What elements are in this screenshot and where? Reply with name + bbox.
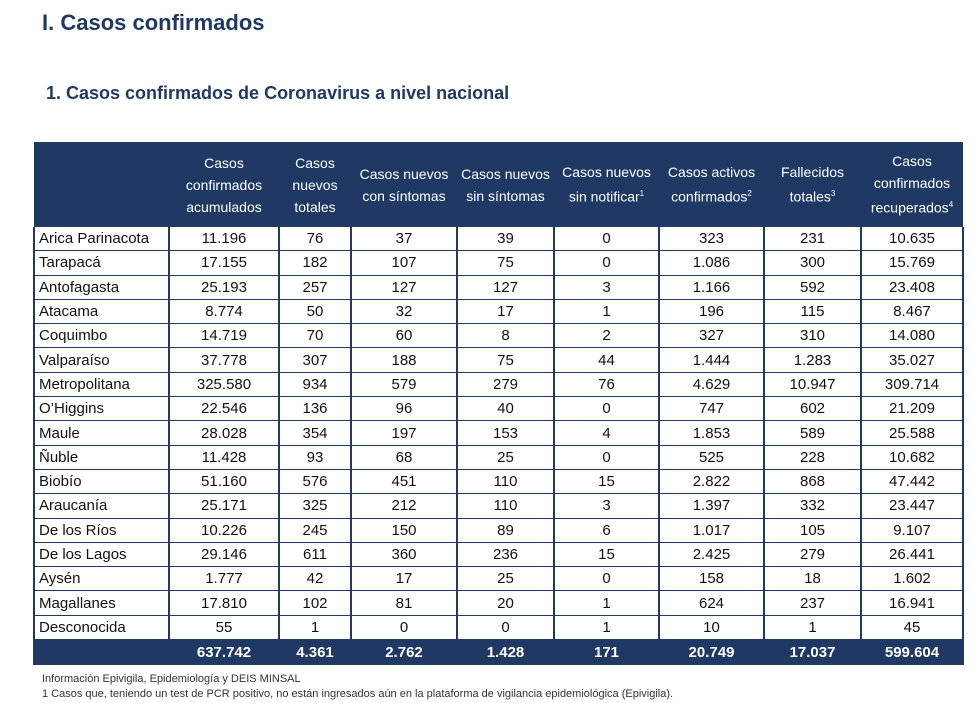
cell-value: 0 xyxy=(351,615,457,639)
table-row xyxy=(34,372,963,396)
table-row xyxy=(34,227,963,251)
cell-value: 300 xyxy=(764,251,861,275)
cell-value: 17 xyxy=(351,567,457,591)
cell-value: 0 xyxy=(554,445,659,469)
table-row xyxy=(34,275,963,299)
cell-value: 29.146 xyxy=(169,542,279,566)
region-name: Valparaíso xyxy=(34,348,169,372)
cell-value: 236 xyxy=(457,542,554,566)
cell-value: 35.027 xyxy=(861,348,963,372)
region-name: Coquimbo xyxy=(34,324,169,348)
cell-value: 1.602 xyxy=(861,567,963,591)
cell-value: 10 xyxy=(659,615,764,639)
cell-value: 309.714 xyxy=(861,372,963,396)
cell-value: 1 xyxy=(554,615,659,639)
cell-value: 8 xyxy=(457,324,554,348)
cell-value: 40 xyxy=(457,397,554,421)
cell-value: 212 xyxy=(351,494,457,518)
cell-value: 196 xyxy=(659,299,764,323)
cell-value: 0 xyxy=(554,251,659,275)
table-row xyxy=(34,494,963,518)
cell-value: 37.778 xyxy=(169,348,279,372)
cell-value: 451 xyxy=(351,469,457,493)
cell-value: 2.822 xyxy=(659,469,764,493)
cell-value: 50 xyxy=(279,299,351,323)
cell-value: 934 xyxy=(279,372,351,396)
cell-value: 150 xyxy=(351,518,457,542)
cell-value: 89 xyxy=(457,518,554,542)
table-row xyxy=(34,251,963,275)
cell-value: 10.682 xyxy=(861,445,963,469)
cell-value: 354 xyxy=(279,421,351,445)
region-name: Ñuble xyxy=(34,445,169,469)
total-value: 1.428 xyxy=(457,640,554,665)
cell-value: 579 xyxy=(351,372,457,396)
cell-value: 592 xyxy=(764,275,861,299)
table-row xyxy=(34,324,963,348)
cell-value: 602 xyxy=(764,397,861,421)
cell-value: 23.408 xyxy=(861,275,963,299)
cell-value: 15 xyxy=(554,469,659,493)
cell-value: 197 xyxy=(351,421,457,445)
cell-value: 279 xyxy=(457,372,554,396)
cell-value: 323 xyxy=(659,227,764,251)
table-row xyxy=(34,615,963,639)
cell-value: 310 xyxy=(764,324,861,348)
total-value: 17.037 xyxy=(764,640,861,665)
cell-value: 25 xyxy=(457,445,554,469)
cell-value: 51.160 xyxy=(169,469,279,493)
totals-label xyxy=(34,640,169,665)
cell-value: 17.155 xyxy=(169,251,279,275)
region-name: De los Lagos xyxy=(34,542,169,566)
total-value: 2.762 xyxy=(351,640,457,665)
cell-value: 228 xyxy=(764,445,861,469)
cell-value: 23.447 xyxy=(861,494,963,518)
region-name: Tarapacá xyxy=(34,251,169,275)
cases-table xyxy=(33,142,964,665)
cell-value: 127 xyxy=(351,275,457,299)
cell-value: 28.028 xyxy=(169,421,279,445)
cell-value: 1.777 xyxy=(169,567,279,591)
totals-row xyxy=(34,640,963,665)
cell-value: 0 xyxy=(554,227,659,251)
cell-value: 1.086 xyxy=(659,251,764,275)
cell-value: 105 xyxy=(764,518,861,542)
table-row xyxy=(34,397,963,421)
total-value: 171 xyxy=(554,640,659,665)
cell-value: 136 xyxy=(279,397,351,421)
cell-value: 10.226 xyxy=(169,518,279,542)
cell-value: 158 xyxy=(659,567,764,591)
cell-value: 93 xyxy=(279,445,351,469)
cell-value: 0 xyxy=(554,567,659,591)
cell-value: 17 xyxy=(457,299,554,323)
table-row xyxy=(34,567,963,591)
cell-value: 1.166 xyxy=(659,275,764,299)
cell-value: 10.947 xyxy=(764,372,861,396)
cell-value: 110 xyxy=(457,494,554,518)
header-col-3: Casos nuevos con síntomas xyxy=(351,142,457,227)
cell-value: 327 xyxy=(659,324,764,348)
region-name: Atacama xyxy=(34,299,169,323)
cell-value: 22.546 xyxy=(169,397,279,421)
cell-value: 624 xyxy=(659,591,764,615)
cell-value: 11.196 xyxy=(169,227,279,251)
cell-value: 576 xyxy=(279,469,351,493)
region-name: Magallanes xyxy=(34,591,169,615)
cell-value: 16.941 xyxy=(861,591,963,615)
cell-value: 1 xyxy=(554,299,659,323)
region-name: Maule xyxy=(34,421,169,445)
cell-value: 868 xyxy=(764,469,861,493)
header-col-1: Casos confirmados acumulados xyxy=(169,142,279,227)
cell-value: 1.283 xyxy=(764,348,861,372)
cell-value: 68 xyxy=(351,445,457,469)
cell-value: 589 xyxy=(764,421,861,445)
region-name: Antofagasta xyxy=(34,275,169,299)
region-name: Biobío xyxy=(34,469,169,493)
cell-value: 0 xyxy=(554,397,659,421)
cell-value: 21.209 xyxy=(861,397,963,421)
header-row xyxy=(34,142,963,227)
cell-value: 1 xyxy=(554,591,659,615)
cell-value: 188 xyxy=(351,348,457,372)
cell-value: 102 xyxy=(279,591,351,615)
header-col-4: Casos nuevos sin síntomas xyxy=(457,142,554,227)
cell-value: 2.425 xyxy=(659,542,764,566)
cell-value: 75 xyxy=(457,251,554,275)
cell-value: 110 xyxy=(457,469,554,493)
cell-value: 47.442 xyxy=(861,469,963,493)
cell-value: 32 xyxy=(351,299,457,323)
cell-value: 76 xyxy=(554,372,659,396)
header-col-5: Casos nuevos sin notificar$^1$ xyxy=(554,142,659,227)
cell-value: 15 xyxy=(554,542,659,566)
table-subtitle: 1. Casos confirmados de Coronavirus a nivel nacional xyxy=(46,83,510,103)
footnote-source: Información Epivigila, Epidemiología y DEIS MINSAL xyxy=(42,673,301,685)
cell-value: 26.441 xyxy=(861,542,963,566)
cell-value: 9.107 xyxy=(861,518,963,542)
cell-value: 37 xyxy=(351,227,457,251)
header-col-6: Casos activos confirmados$^2$ xyxy=(659,142,764,227)
footnote-1: 1 Casos que, teniendo un test de PCR positivo, no están ingresados aún en la plataforma de vigilancia epidemiológica (Epivigila). xyxy=(42,688,674,700)
cell-value: 1.444 xyxy=(659,348,764,372)
total-value: 20.749 xyxy=(659,640,764,665)
header-region xyxy=(34,142,169,227)
cell-value: 20 xyxy=(457,591,554,615)
cell-value: 1.397 xyxy=(659,494,764,518)
header-col-2: Casos nuevos totales xyxy=(279,142,351,227)
cell-value: 1 xyxy=(764,615,861,639)
cell-value: 231 xyxy=(764,227,861,251)
cell-value: 360 xyxy=(351,542,457,566)
header-col-8: Casos confirmados recuperados$^4$ xyxy=(861,142,963,227)
cell-value: 25 xyxy=(457,567,554,591)
cell-value: 96 xyxy=(351,397,457,421)
cell-value: 45 xyxy=(861,615,963,639)
region-name: Aysén xyxy=(34,567,169,591)
cell-value: 3 xyxy=(554,275,659,299)
cell-value: 153 xyxy=(457,421,554,445)
table-row xyxy=(34,299,963,323)
table-row xyxy=(34,591,963,615)
region-name: Desconocida xyxy=(34,615,169,639)
cell-value: 25.171 xyxy=(169,494,279,518)
cell-value: 15.769 xyxy=(861,251,963,275)
cell-value: 8.774 xyxy=(169,299,279,323)
cell-value: 11.428 xyxy=(169,445,279,469)
cell-value: 332 xyxy=(764,494,861,518)
region-name: O’Higgins xyxy=(34,397,169,421)
region-name: Arica Parinacota xyxy=(34,227,169,251)
cell-value: 325.580 xyxy=(169,372,279,396)
cell-value: 75 xyxy=(457,348,554,372)
cell-value: 115 xyxy=(764,299,861,323)
cell-value: 245 xyxy=(279,518,351,542)
cell-value: 70 xyxy=(279,324,351,348)
cell-value: 747 xyxy=(659,397,764,421)
cell-value: 42 xyxy=(279,567,351,591)
cell-value: 2 xyxy=(554,324,659,348)
cell-value: 25.588 xyxy=(861,421,963,445)
header-col-7: Fallecidos totales$^3$ xyxy=(764,142,861,227)
table-row xyxy=(34,348,963,372)
table-row xyxy=(34,445,963,469)
cell-value: 182 xyxy=(279,251,351,275)
cell-value: 279 xyxy=(764,542,861,566)
cell-value: 60 xyxy=(351,324,457,348)
cell-value: 25.193 xyxy=(169,275,279,299)
table-row xyxy=(34,421,963,445)
cell-value: 1.853 xyxy=(659,421,764,445)
cell-value: 307 xyxy=(279,348,351,372)
cell-value: 17.810 xyxy=(169,591,279,615)
table-row xyxy=(34,469,963,493)
total-value: 4.361 xyxy=(279,640,351,665)
cell-value: 1 xyxy=(279,615,351,639)
cell-value: 81 xyxy=(351,591,457,615)
section-title: I. Casos confirmados xyxy=(42,10,265,35)
cell-value: 6 xyxy=(554,518,659,542)
region-name: Araucanía xyxy=(34,494,169,518)
cell-value: 3 xyxy=(554,494,659,518)
cell-value: 325 xyxy=(279,494,351,518)
cell-value: 4.629 xyxy=(659,372,764,396)
cell-value: 237 xyxy=(764,591,861,615)
table-row xyxy=(34,518,963,542)
cell-value: 76 xyxy=(279,227,351,251)
total-value: 599.604 xyxy=(861,640,963,665)
cell-value: 55 xyxy=(169,615,279,639)
cell-value: 44 xyxy=(554,348,659,372)
cell-value: 18 xyxy=(764,567,861,591)
cell-value: 14.719 xyxy=(169,324,279,348)
cell-value: 10.635 xyxy=(861,227,963,251)
cell-value: 0 xyxy=(457,615,554,639)
cell-value: 611 xyxy=(279,542,351,566)
cell-value: 107 xyxy=(351,251,457,275)
region-name: Metropolitana xyxy=(34,372,169,396)
region-name: De los Ríos xyxy=(34,518,169,542)
cell-value: 4 xyxy=(554,421,659,445)
cell-value: 525 xyxy=(659,445,764,469)
cell-value: 127 xyxy=(457,275,554,299)
cell-value: 8.467 xyxy=(861,299,963,323)
table-body xyxy=(34,227,963,665)
table-row xyxy=(34,542,963,566)
cell-value: 257 xyxy=(279,275,351,299)
total-value: 637.742 xyxy=(169,640,279,665)
cell-value: 39 xyxy=(457,227,554,251)
cell-value: 1.017 xyxy=(659,518,764,542)
cell-value: 14.080 xyxy=(861,324,963,348)
